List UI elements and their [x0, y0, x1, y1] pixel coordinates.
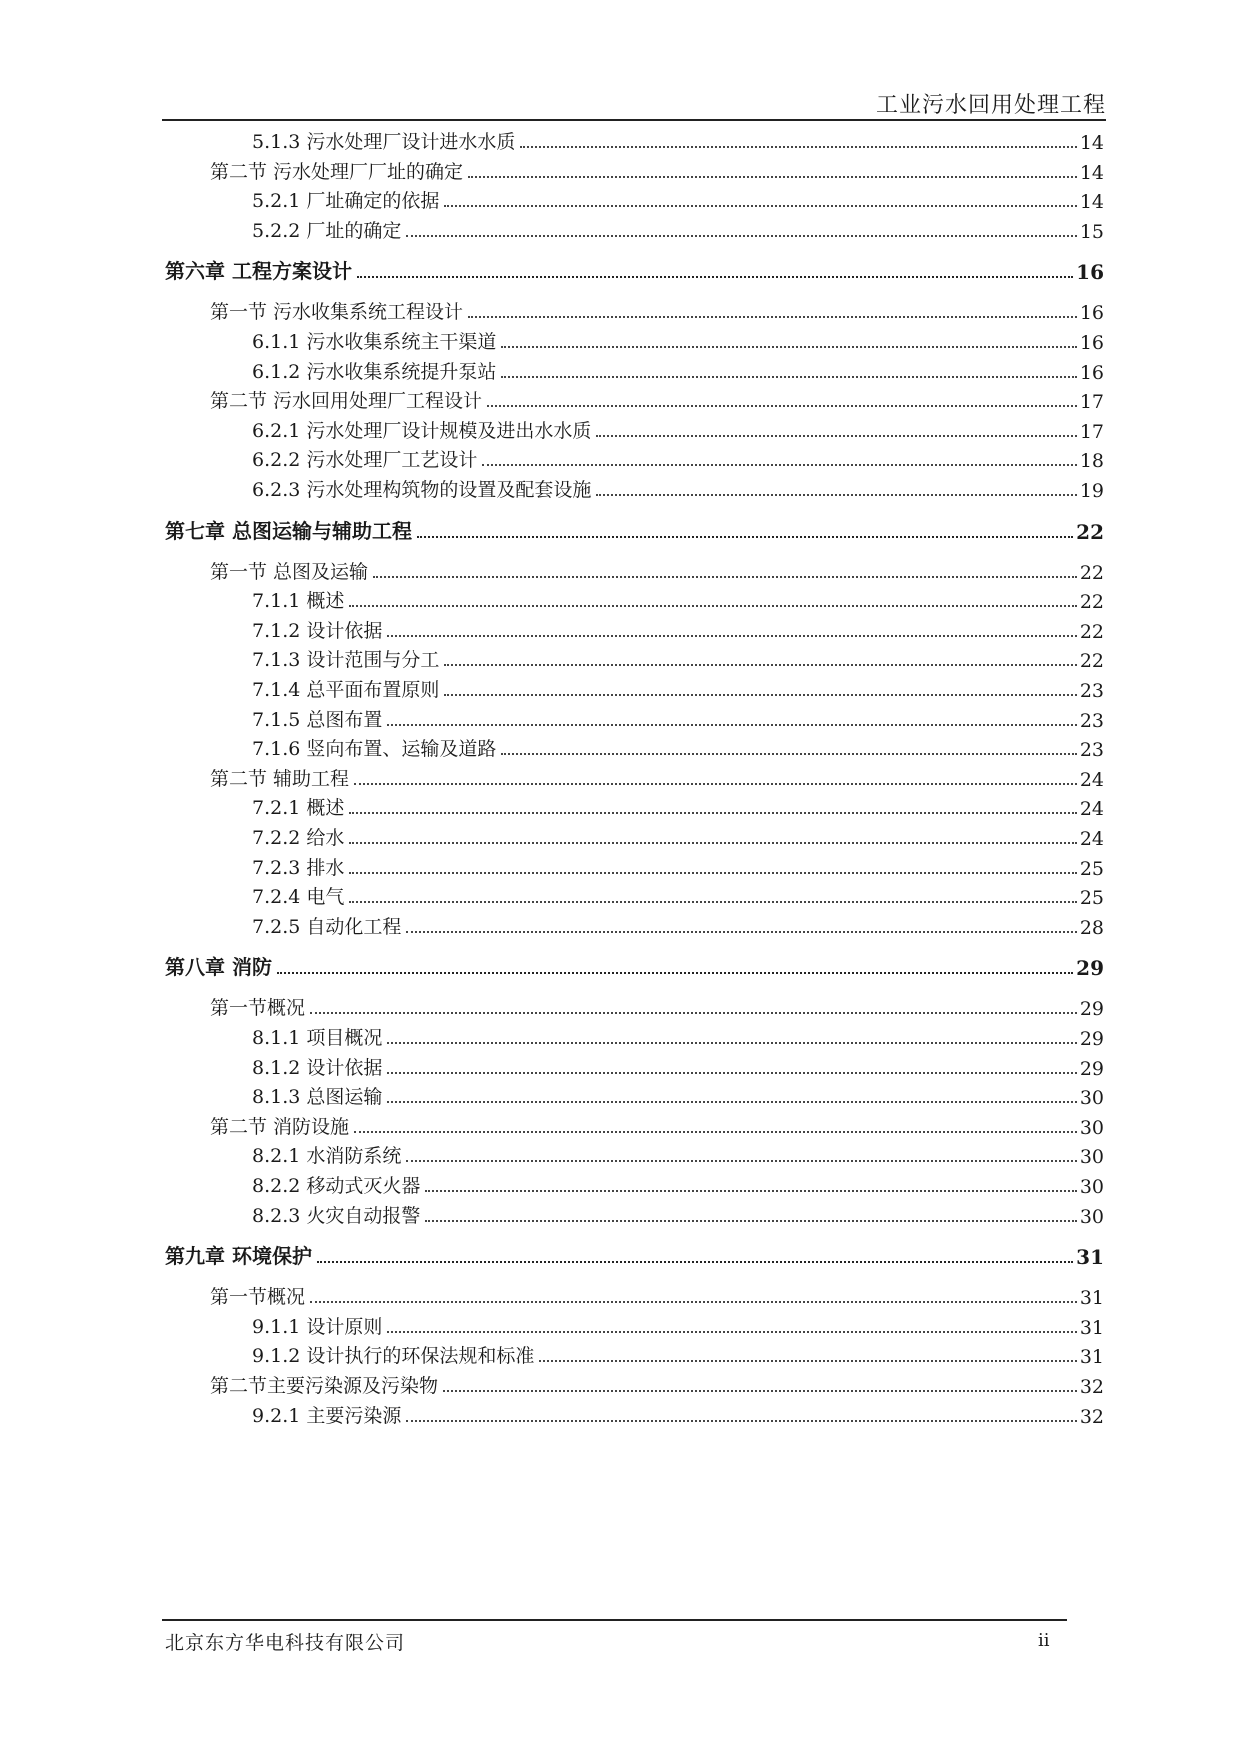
toc-subsection[interactable] [252, 820, 1104, 850]
toc-entry-label: 8.2.3 火灾自动报警 [252, 1204, 421, 1227]
toc-page-number: 30 [1079, 1087, 1104, 1110]
toc-subsection[interactable] [252, 413, 1104, 443]
toc-leader-dots [444, 694, 1076, 696]
toc-leader-dots [468, 176, 1077, 178]
toc-subsection[interactable] [252, 324, 1104, 354]
toc-leader-dots [487, 405, 1077, 407]
toc-entry-label: 7.1.2 设计依据 [252, 619, 383, 642]
toc-leader-dots [387, 1101, 1076, 1103]
toc-leader-dots [501, 376, 1076, 378]
toc-page-number: 29 [1079, 998, 1104, 1021]
toc-entry-label: 第一节 总图及运输 [210, 560, 369, 583]
toc-page-number: 32 [1079, 1376, 1104, 1398]
toc-page-number: 32 [1079, 1405, 1104, 1428]
toc-leader-dots [596, 494, 1076, 496]
toc-chapter[interactable] [165, 254, 1104, 284]
toc-entry-label: 6.1.2 污水收集系统提升泵站 [252, 360, 497, 383]
toc-leader-dots [357, 276, 1073, 278]
toc-section[interactable] [210, 154, 1104, 184]
toc-entry-label: 5.1.3 污水处理厂设计进水水质 [252, 131, 516, 153]
toc-subsection[interactable] [252, 642, 1104, 672]
toc-leader-dots [417, 536, 1073, 538]
toc-leader-dots [387, 1331, 1076, 1333]
toc-entry-label: 9.1.1 设计原则 [252, 1315, 383, 1338]
toc-page-number: 22 [1079, 650, 1104, 673]
toc-entry-label: 8.2.2 移动式灭火器 [252, 1175, 421, 1197]
toc-entry-label: 第二节 污水处理厂厂址的确定 [210, 160, 464, 183]
toc-subsection[interactable] [252, 850, 1104, 880]
toc-leader-dots [387, 724, 1076, 726]
toc-section[interactable] [210, 1368, 1104, 1398]
toc-chapter[interactable] [165, 1239, 1104, 1269]
toc-page-number: 23 [1079, 680, 1104, 702]
toc-entry-label: 7.1.5 总图布置 [252, 708, 383, 731]
toc-leader-dots [406, 1420, 1076, 1422]
toc-entry-label: 第九章 环境保护 [165, 1244, 312, 1269]
toc-subsection[interactable] [252, 1338, 1104, 1368]
toc-subsection[interactable] [252, 909, 1104, 939]
toc-section[interactable] [210, 383, 1104, 413]
toc-leader-dots [539, 1360, 1076, 1362]
toc-leader-dots [406, 1160, 1076, 1162]
toc-page-number: 22 [1079, 561, 1104, 584]
toc-leader-dots [406, 931, 1076, 933]
toc-leader-dots [349, 872, 1076, 874]
toc-leader-dots [310, 1012, 1077, 1014]
toc-leader-dots [482, 464, 1076, 466]
toc-subsection[interactable] [252, 1398, 1104, 1428]
toc-page-number: 16 [1079, 332, 1104, 354]
toc-page-number: 14 [1079, 191, 1104, 214]
toc-section[interactable] [210, 1279, 1104, 1309]
toc-page-number: 24 [1079, 768, 1104, 791]
toc-page-number: 29 [1079, 1057, 1104, 1080]
toc-page-number: 14 [1079, 161, 1104, 184]
toc-page-number: 24 [1079, 798, 1104, 821]
toc-page-number: 16 [1076, 260, 1104, 285]
toc-subsection[interactable] [252, 731, 1104, 761]
toc-entry-label: 8.2.1 水消防系统 [252, 1145, 402, 1168]
toc-leader-dots [406, 235, 1076, 237]
toc-subsection[interactable] [252, 583, 1104, 613]
toc-entry-label: 第一节 污水收集系统工程设计 [210, 301, 464, 324]
toc-subsection[interactable] [252, 879, 1104, 909]
toc-section[interactable] [210, 990, 1104, 1020]
toc-subsection[interactable] [252, 702, 1104, 732]
toc-entry-label: 7.2.5 自动化工程 [252, 915, 402, 938]
toc-page-number: 18 [1079, 450, 1104, 473]
toc-section[interactable] [210, 554, 1104, 584]
footer-company: 北京东方华电科技有限公司 [165, 1632, 406, 1654]
toc-entry-label: 7.1.4 总平面布置原则 [252, 679, 440, 701]
toc-subsection[interactable] [252, 183, 1104, 213]
toc-leader-dots [349, 901, 1076, 903]
toc-entry-label: 5.2.1 厂址确定的依据 [252, 190, 440, 213]
toc-entry-label: 第一节概况 [210, 1286, 306, 1309]
toc-page-number: 16 [1079, 361, 1104, 384]
toc-leader-dots [387, 635, 1076, 637]
toc-leader-dots [349, 842, 1076, 844]
toc-entry-label: 8.1.3 总图运输 [252, 1086, 383, 1109]
toc-entry-label: 第二节 消防设施 [210, 1115, 350, 1138]
toc-subsection[interactable] [252, 1309, 1104, 1339]
toc-leader-dots [596, 435, 1076, 437]
toc-page-number: 29 [1076, 956, 1104, 981]
toc-leader-dots [349, 812, 1076, 814]
header-rule [162, 119, 1106, 121]
toc-leader-dots [425, 1190, 1076, 1192]
toc-entry-label: 7.2.4 电气 [252, 886, 345, 909]
toc-page-number: 15 [1079, 220, 1104, 243]
toc-page-number: 17 [1079, 420, 1104, 443]
toc-entry-label: 6.2.3 污水处理构筑物的设置及配套设施 [252, 479, 592, 501]
toc-entry-label: 第八章 消防 [165, 955, 272, 980]
toc-page-number: 22 [1079, 591, 1104, 614]
toc-page-number: 31 [1079, 1316, 1104, 1339]
toc-page-number: 30 [1079, 1146, 1104, 1169]
toc-entry-label: 第六章 工程方案设计 [165, 259, 352, 284]
toc-entry-label: 7.2.2 给水 [252, 827, 345, 849]
toc-chapter[interactable] [165, 514, 1104, 544]
toc-leader-dots [444, 664, 1076, 666]
toc-subsection[interactable] [252, 1050, 1104, 1080]
toc-page-number: 17 [1079, 391, 1104, 414]
toc-leader-dots [520, 146, 1076, 148]
toc-entry-label: 6.2.1 污水处理厂设计规模及进出水水质 [252, 419, 592, 442]
toc-subsection[interactable] [252, 613, 1104, 643]
toc-leader-dots [387, 1042, 1076, 1044]
toc-subsection[interactable] [252, 213, 1104, 243]
footer-page-number: ii [1038, 1630, 1050, 1651]
toc-leader-dots [317, 1261, 1073, 1263]
toc-subsection[interactable] [252, 442, 1104, 472]
toc-leader-dots [444, 205, 1076, 207]
toc-leader-dots [349, 605, 1076, 607]
toc-subsection[interactable] [252, 1079, 1104, 1109]
toc-page-number: 23 [1079, 709, 1104, 732]
toc-entry-label: 9.1.2 设计执行的环保法规和标准 [252, 1345, 535, 1368]
toc-entry-label: 7.2.3 排水 [252, 856, 345, 879]
toc-entry-label: 第二节 辅助工程 [210, 767, 350, 790]
toc-subsection[interactable] [252, 672, 1104, 702]
toc-page-number: 19 [1079, 480, 1104, 502]
toc-page-number: 31 [1076, 1245, 1104, 1270]
toc-leader-dots [354, 783, 1077, 785]
toc-entry-label: 第七章 总图运输与辅助工程 [165, 518, 412, 543]
toc-entry-label: 7.1.1 概述 [252, 590, 345, 613]
toc-subsection[interactable] [252, 1198, 1104, 1228]
toc-entry-label: 第二节主要污染源及污染物 [210, 1375, 439, 1397]
toc-subsection[interactable] [252, 124, 1104, 154]
toc-page-number: 22 [1079, 620, 1104, 643]
toc-page-number: 14 [1079, 132, 1104, 154]
toc-page-number: 29 [1079, 1028, 1104, 1050]
toc-section[interactable] [210, 294, 1104, 324]
toc-page-number: 23 [1079, 739, 1104, 762]
toc-entry-label: 6.1.1 污水收集系统主干渠道 [252, 331, 497, 353]
toc-page-number: 28 [1079, 916, 1104, 939]
toc-leader-dots [310, 1301, 1077, 1303]
toc-page-number: 31 [1079, 1346, 1104, 1369]
toc-page-number: 25 [1079, 857, 1104, 880]
toc-entry-label: 7.1.3 设计范围与分工 [252, 649, 440, 672]
toc-leader-dots [468, 316, 1077, 318]
toc-subsection[interactable] [252, 1168, 1104, 1198]
toc-page-number: 16 [1079, 302, 1104, 325]
toc-leader-dots [501, 753, 1076, 755]
toc-entry-label: 第一节概况 [210, 997, 306, 1020]
toc-leader-dots [443, 1390, 1077, 1392]
toc-page-number: 31 [1079, 1287, 1104, 1310]
toc-subsection[interactable] [252, 790, 1104, 820]
toc-entry-label: 第二节 污水回用处理厂工程设计 [210, 390, 483, 413]
toc-entry-label: 7.1.6 竖向布置、运输及道路 [252, 738, 497, 761]
toc-entry-label: 5.2.2 厂址的确定 [252, 219, 402, 242]
toc-page-number: 30 [1079, 1176, 1104, 1198]
toc-page-number: 30 [1079, 1116, 1104, 1139]
toc-leader-dots [387, 1072, 1076, 1074]
toc-section[interactable] [210, 761, 1104, 791]
toc-leader-dots [354, 1131, 1077, 1133]
toc-subsection[interactable] [252, 1138, 1104, 1168]
toc-subsection[interactable] [252, 354, 1104, 384]
toc-leader-dots [277, 972, 1073, 974]
toc-entry-label: 9.2.1 主要污染源 [252, 1404, 402, 1427]
toc-page-number: 30 [1079, 1205, 1104, 1228]
toc-chapter[interactable] [165, 950, 1104, 980]
toc-leader-dots [425, 1220, 1076, 1222]
toc-page-number: 22 [1076, 519, 1104, 544]
toc-entry-label: 8.1.1 项目概况 [252, 1027, 383, 1049]
toc-entry-label: 8.1.2 设计依据 [252, 1056, 383, 1079]
toc-leader-dots [373, 576, 1077, 578]
page-header-title: 工业污水回用处理工程 [875, 93, 1106, 118]
toc-leader-dots [501, 346, 1076, 348]
toc-page-number: 24 [1079, 828, 1104, 850]
toc-subsection[interactable] [252, 472, 1104, 502]
toc-entry-label: 6.2.2 污水处理厂工艺设计 [252, 449, 478, 472]
footer-rule [162, 1619, 1067, 1621]
toc-entry-label: 7.2.1 概述 [252, 797, 345, 820]
toc-section[interactable] [210, 1109, 1104, 1139]
toc-subsection[interactable] [252, 1020, 1104, 1050]
toc-page-number: 25 [1079, 887, 1104, 910]
